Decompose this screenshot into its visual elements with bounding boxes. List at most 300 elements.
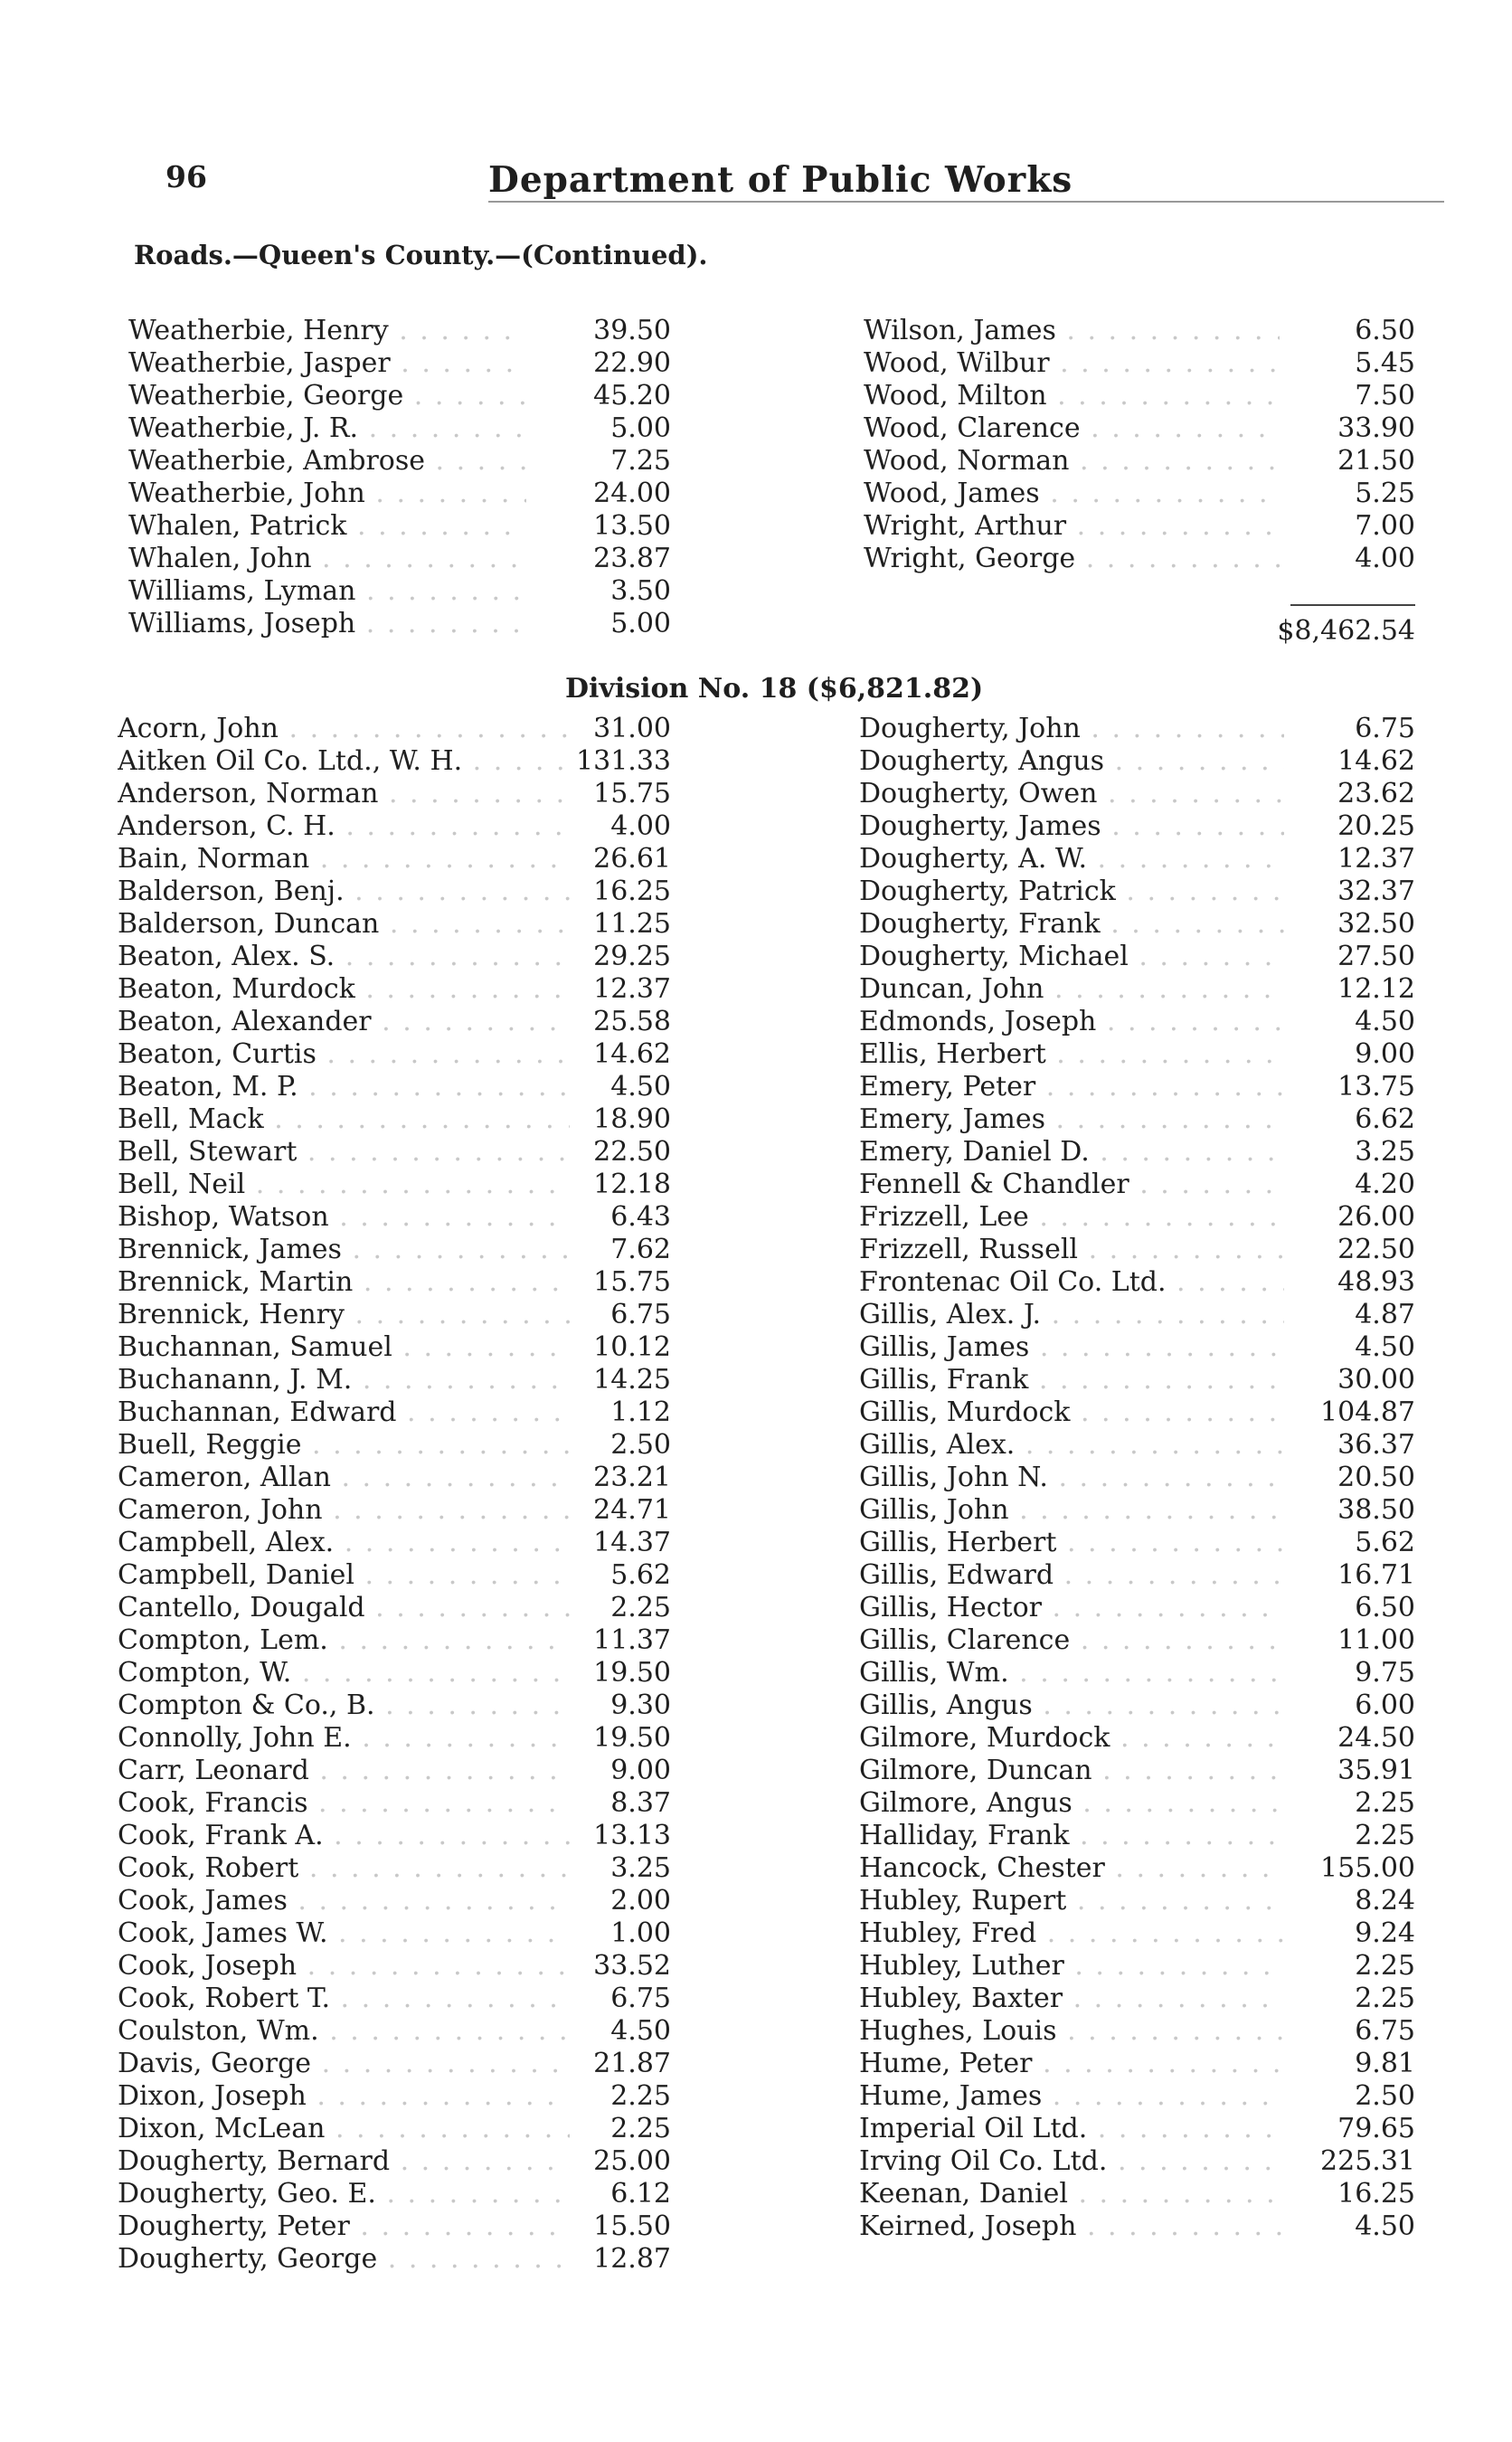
payment-amount: 38.50 — [1332, 1494, 1415, 1527]
payment-amount: 5.00 — [605, 412, 671, 445]
ledger-row — [859, 2048, 1415, 2080]
payee-name: Fennell & Chandler . . . — [859, 1169, 1284, 1201]
ledger-row — [859, 2178, 1415, 2210]
payee-name: Wood, Clarence . . . — [864, 412, 1280, 445]
payment-amount: 15.75 — [588, 1266, 671, 1299]
payment-amount: 4.50 — [1349, 2210, 1415, 2243]
payee-name: Hughes, Louis . . . — [859, 2015, 1284, 2048]
division-heading: Division No. 18 ($6,821.82) — [565, 673, 984, 705]
ledger-row — [859, 1527, 1415, 1559]
payment-amount: 4.00 — [1349, 543, 1415, 575]
payee-name: Compton & Co., B. . . . — [118, 1690, 570, 1722]
payee-name: Wright, Arthur . . . — [864, 510, 1280, 543]
ledger-row — [118, 1657, 671, 1690]
payment-amount: 2.50 — [605, 1429, 671, 1462]
payee-name: Dougherty, Owen . . . — [859, 778, 1284, 810]
payee-name: Whalen, Patrick . . . — [128, 510, 526, 543]
ledger-row — [118, 1494, 671, 1527]
ledger-row — [128, 478, 671, 510]
payee-name: Weatherbie, Henry . . . — [128, 315, 526, 347]
payment-amount: 4.87 — [1349, 1299, 1415, 1331]
payment-amount: 6.75 — [605, 1983, 671, 2015]
payment-amount: 2.00 — [605, 1885, 671, 1917]
payee-name: Cook, Robert T. . . . — [118, 1983, 570, 2015]
payee-name: Gillis, Murdock . . . — [859, 1396, 1284, 1429]
payee-name: Dixon, Joseph . . . — [118, 2080, 570, 2113]
payee-name: Wood, Norman . . . — [864, 445, 1280, 478]
payee-name: Anderson, Norman . . . — [118, 778, 570, 810]
payment-amount: 1.12 — [605, 1396, 671, 1429]
payee-name: Buell, Reggie . . . — [118, 1429, 570, 1462]
payee-name: Gillis, Edward . . . — [859, 1559, 1284, 1592]
payee-name: Brennick, James . . . — [118, 1234, 570, 1266]
running-title: Department of Public Works — [488, 159, 1073, 201]
payment-amount: 22.50 — [588, 1136, 671, 1169]
payment-amount: 15.50 — [588, 2210, 671, 2243]
ledger-row — [859, 1559, 1415, 1592]
payment-amount: 4.50 — [1349, 1006, 1415, 1038]
payment-amount: 4.50 — [605, 1071, 671, 1103]
payment-amount: 21.87 — [588, 2048, 671, 2080]
payee-name: Gillis, Angus . . . — [859, 1690, 1284, 1722]
payee-name: Dougherty, James . . . — [859, 810, 1284, 843]
payee-name: Keirned, Joseph . . . — [859, 2210, 1284, 2243]
page-number: 96 — [165, 159, 207, 194]
payment-amount: 5.45 — [1349, 347, 1415, 380]
payee-name: Brennick, Martin . . . — [118, 1266, 570, 1299]
payee-name: Beaton, Alex. S. . . . — [118, 941, 570, 973]
payee-name: Hubley, Luther . . . — [859, 1950, 1284, 1983]
ledger-row — [128, 412, 671, 445]
payee-name: Cook, Francis . . . — [118, 1787, 570, 1820]
ledger-row — [128, 380, 671, 412]
payment-amount: 7.50 — [1349, 380, 1415, 412]
payee-name: Gillis, Clarence . . . — [859, 1624, 1284, 1657]
payment-amount: 14.62 — [588, 1038, 671, 1071]
payment-amount: 2.25 — [1349, 1820, 1415, 1852]
ledger-row — [864, 510, 1415, 543]
payee-name: Beaton, Alexander . . . — [118, 1006, 570, 1038]
payee-name: Dougherty, A. W. . . . — [859, 843, 1284, 876]
ledger-row — [118, 1462, 671, 1494]
ledger-row — [859, 1364, 1415, 1396]
payee-name: Gilmore, Duncan . . . — [859, 1755, 1284, 1787]
payment-amount: 11.25 — [588, 908, 671, 941]
payment-amount: 14.25 — [588, 1364, 671, 1396]
ledger-row — [118, 1983, 671, 2015]
payment-amount: 131.33 — [571, 745, 671, 778]
ledger-row — [859, 2015, 1415, 2048]
ledger-row — [859, 2210, 1415, 2243]
payment-amount: 8.37 — [605, 1787, 671, 1820]
payment-amount: 12.37 — [1332, 843, 1415, 876]
payment-amount: 3.25 — [605, 1852, 671, 1885]
payee-name: Hume, Peter . . . — [859, 2048, 1284, 2080]
payment-amount: 7.62 — [605, 1234, 671, 1266]
payment-amount: 20.25 — [1332, 810, 1415, 843]
payee-name: Dougherty, Peter . . . — [118, 2210, 570, 2243]
ledger-row — [118, 1917, 671, 1950]
payee-name: Wood, James . . . — [864, 478, 1280, 510]
payment-amount: 24.71 — [588, 1494, 671, 1527]
ledger-row — [859, 1592, 1415, 1624]
payment-amount: 4.50 — [605, 2015, 671, 2048]
right-column — [859, 713, 1415, 2243]
payee-name: Frizzell, Russell . . . — [859, 1234, 1284, 1266]
payee-name: Weatherbie, J. R. . . . — [128, 412, 526, 445]
payment-amount: 13.75 — [1332, 1071, 1415, 1103]
payment-amount: 6.50 — [1349, 315, 1415, 347]
payee-name: Keenan, Daniel . . . — [859, 2178, 1284, 2210]
ledger-row — [118, 1169, 671, 1201]
payment-amount: 2.25 — [1349, 1787, 1415, 1820]
payment-amount: 25.00 — [588, 2145, 671, 2178]
ledger-row — [859, 1136, 1415, 1169]
payment-amount: 10.12 — [588, 1331, 671, 1364]
payee-name: Compton, Lem. . . . — [118, 1624, 570, 1657]
payee-name: Edmonds, Joseph . . . — [859, 1006, 1284, 1038]
payee-name: Dixon, McLean . . . — [118, 2113, 570, 2145]
payee-name: Cook, James . . . — [118, 1885, 570, 1917]
ledger-row — [859, 1201, 1415, 1234]
ledger-row — [864, 445, 1415, 478]
payee-name: Williams, Joseph . . . — [128, 608, 526, 640]
ledger-row — [859, 1787, 1415, 1820]
payee-name: Buchannan, Edward . . . — [118, 1396, 570, 1429]
top-right-column — [864, 315, 1415, 575]
ledger-row — [859, 973, 1415, 1006]
ledger-row — [118, 745, 671, 778]
ledger-row — [118, 1787, 671, 1820]
payee-name: Dougherty, Frank . . . — [859, 908, 1284, 941]
ledger-row — [118, 941, 671, 973]
ledger-row — [118, 843, 671, 876]
payment-amount: 5.62 — [1349, 1527, 1415, 1559]
payment-amount: 25.58 — [588, 1006, 671, 1038]
ledger-row — [118, 908, 671, 941]
payee-name: Cook, Robert . . . — [118, 1852, 570, 1885]
ledger-row — [118, 1201, 671, 1234]
ledger-row — [859, 1396, 1415, 1429]
payee-name: Beaton, Murdock . . . — [118, 973, 570, 1006]
payee-name: Ellis, Herbert . . . — [859, 1038, 1284, 1071]
payee-name: Wood, Wilbur . . . — [864, 347, 1280, 380]
payee-name: Emery, James . . . — [859, 1103, 1284, 1136]
ledger-row — [859, 1950, 1415, 1983]
payee-name: Coulston, Wm. . . . — [118, 2015, 570, 2048]
payee-name: Cook, Frank A. . . . — [118, 1820, 570, 1852]
payment-amount: 6.43 — [605, 1201, 671, 1234]
ledger-row — [118, 1950, 671, 1983]
ledger-row — [118, 1592, 671, 1624]
ledger-row — [128, 543, 671, 575]
payee-name: Cook, Joseph . . . — [118, 1950, 570, 1983]
ledger-row — [118, 713, 671, 745]
payee-name: Gillis, John . . . — [859, 1494, 1284, 1527]
ledger-row — [859, 1429, 1415, 1462]
ledger-row — [118, 1885, 671, 1917]
payment-amount: 26.00 — [1332, 1201, 1415, 1234]
payment-amount: 27.50 — [1332, 941, 1415, 973]
ledger-row — [859, 778, 1415, 810]
ledger-row — [859, 713, 1415, 745]
payee-name: Hume, James . . . — [859, 2080, 1284, 2113]
payee-name: Weatherbie, John . . . — [128, 478, 526, 510]
payee-name: Campbell, Daniel . . . — [118, 1559, 570, 1592]
ledger-row — [859, 1624, 1415, 1657]
payee-name: Dougherty, George . . . — [118, 2243, 570, 2276]
ledger-row — [118, 2015, 671, 2048]
top-left-column — [128, 315, 671, 640]
payee-name: Davis, George . . . — [118, 2048, 570, 2080]
payee-name: Williams, Lyman . . . — [128, 575, 526, 608]
payment-amount: 104.87 — [1315, 1396, 1415, 1429]
payee-name: Imperial Oil Ltd. . . . — [859, 2113, 1284, 2145]
payment-amount: 2.25 — [605, 2113, 671, 2145]
ledger-row — [859, 1885, 1415, 1917]
payment-amount: 9.81 — [1349, 2048, 1415, 2080]
payee-name: Gilmore, Murdock . . . — [859, 1722, 1284, 1755]
payment-amount: 16.71 — [1332, 1559, 1415, 1592]
ledger-row — [859, 1852, 1415, 1885]
payment-amount: 39.50 — [588, 315, 671, 347]
ledger-row — [128, 315, 671, 347]
ledger-row — [864, 478, 1415, 510]
payee-name: Halliday, Frank . . . — [859, 1820, 1284, 1852]
ledger-row — [859, 1983, 1415, 2015]
payee-name: Wilson, James . . . — [864, 315, 1280, 347]
payee-name: Gillis, Alex. J. . . . — [859, 1299, 1284, 1331]
ledger-row — [118, 2210, 671, 2243]
payee-name: Bell, Stewart . . . — [118, 1136, 570, 1169]
payee-name: Frontenac Oil Co. Ltd. . . . — [859, 1266, 1284, 1299]
ledger-row — [859, 810, 1415, 843]
ledger-row — [118, 2080, 671, 2113]
ledger-row — [864, 412, 1415, 445]
payment-amount: 3.25 — [1349, 1136, 1415, 1169]
payment-amount: 12.87 — [588, 2243, 671, 2276]
ledger-row — [859, 1657, 1415, 1690]
payee-name: Hubley, Baxter . . . — [859, 1983, 1284, 2015]
payee-name: Bishop, Watson . . . — [118, 1201, 570, 1234]
payment-amount: 32.50 — [1332, 908, 1415, 941]
ledger-row — [118, 1852, 671, 1885]
payment-amount: 6.75 — [1349, 713, 1415, 745]
payment-amount: 5.62 — [605, 1559, 671, 1592]
ledger-row — [864, 347, 1415, 380]
payment-amount: 11.37 — [588, 1624, 671, 1657]
payee-name: Connolly, John E. . . . — [118, 1722, 570, 1755]
payment-amount: 4.00 — [605, 810, 671, 843]
ledger-row — [118, 2243, 671, 2276]
payment-amount: 7.00 — [1349, 510, 1415, 543]
payee-name: Irving Oil Co. Ltd. . . . — [859, 2145, 1284, 2178]
payee-name: Balderson, Duncan . . . — [118, 908, 570, 941]
payment-amount: 2.25 — [1349, 1983, 1415, 2015]
ledger-row — [859, 1820, 1415, 1852]
payee-name: Whalen, John . . . — [128, 543, 526, 575]
payment-amount: 1.00 — [605, 1917, 671, 1950]
payee-name: Campbell, Alex. . . . — [118, 1527, 570, 1559]
payee-name: Cameron, Allan . . . — [118, 1462, 570, 1494]
ledger-row — [118, 2145, 671, 2178]
payment-amount: 6.50 — [1349, 1592, 1415, 1624]
payment-amount: 9.00 — [605, 1755, 671, 1787]
ledger-row — [128, 575, 671, 608]
payment-amount: 6.00 — [1349, 1690, 1415, 1722]
payment-amount: 36.37 — [1332, 1429, 1415, 1462]
payment-amount: 2.50 — [1349, 2080, 1415, 2113]
payee-name: Dougherty, John . . . — [859, 713, 1284, 745]
payment-amount: 225.31 — [1315, 2145, 1415, 2178]
payment-amount: 26.61 — [588, 843, 671, 876]
payee-name: Gillis, James . . . — [859, 1331, 1284, 1364]
payee-name: Bain, Norman . . . — [118, 843, 570, 876]
payee-name: Dougherty, Angus . . . — [859, 745, 1284, 778]
payee-name: Wright, George . . . — [864, 543, 1280, 575]
ledger-row — [118, 1527, 671, 1559]
header-rule — [488, 201, 1444, 203]
payee-name: Balderson, Benj. . . . — [118, 876, 570, 908]
payment-amount: 23.87 — [588, 543, 671, 575]
payment-amount: 5.00 — [605, 608, 671, 640]
payment-amount: 9.75 — [1349, 1657, 1415, 1690]
payment-amount: 155.00 — [1315, 1852, 1415, 1885]
payee-name: Weatherbie, Jasper . . . — [128, 347, 526, 380]
ledger-row — [859, 1331, 1415, 1364]
ledger-row — [118, 778, 671, 810]
ledger-row — [864, 315, 1415, 347]
ledger-row — [859, 843, 1415, 876]
ledger-row — [128, 445, 671, 478]
ledger-row — [118, 876, 671, 908]
payee-name: Gillis, Wm. . . . — [859, 1657, 1284, 1690]
ledger-row — [118, 1624, 671, 1657]
ledger-row — [859, 941, 1415, 973]
payment-amount: 19.50 — [588, 1657, 671, 1690]
payee-name: Bell, Neil . . . — [118, 1169, 570, 1201]
payee-name: Aitken Oil Co. Ltd., W. H. . . . — [118, 745, 570, 778]
payment-amount: 21.50 — [1332, 445, 1415, 478]
payment-amount: 16.25 — [1332, 2178, 1415, 2210]
payee-name: Dougherty, Patrick . . . — [859, 876, 1284, 908]
payment-amount: 7.25 — [605, 445, 671, 478]
ledger-row — [859, 1917, 1415, 1950]
ledger-row — [859, 1038, 1415, 1071]
ledger-row — [859, 1462, 1415, 1494]
ledger-row — [118, 1690, 671, 1722]
payee-name: Cook, James W. . . . — [118, 1917, 570, 1950]
payment-amount: 30.00 — [1332, 1364, 1415, 1396]
ledger-row — [859, 1006, 1415, 1038]
payment-amount: 2.25 — [605, 1592, 671, 1624]
payee-name: Beaton, Curtis . . . — [118, 1038, 570, 1071]
ledger-row — [859, 1690, 1415, 1722]
payment-amount: 29.25 — [588, 941, 671, 973]
ledger-row — [118, 1331, 671, 1364]
payment-amount: 13.13 — [588, 1820, 671, 1852]
payment-amount: 12.18 — [588, 1169, 671, 1201]
ledger-row — [859, 1299, 1415, 1331]
ledger-row — [118, 1038, 671, 1071]
payee-name: Gilmore, Angus . . . — [859, 1787, 1284, 1820]
payee-name: Gillis, John N. . . . — [859, 1462, 1284, 1494]
payee-name: Cantello, Dougald . . . — [118, 1592, 570, 1624]
payment-amount: 3.50 — [605, 575, 671, 608]
ledger-row — [859, 1266, 1415, 1299]
payment-amount: 33.52 — [588, 1950, 671, 1983]
ledger-row — [864, 543, 1415, 575]
payee-name: Emery, Daniel D. . . . — [859, 1136, 1284, 1169]
section-heading: Roads.—Queen's County.—(Continued). — [134, 240, 708, 270]
ledger-row — [859, 1722, 1415, 1755]
payment-amount: 6.62 — [1349, 1103, 1415, 1136]
ledger-row — [118, 2113, 671, 2145]
payment-amount: 32.37 — [1332, 876, 1415, 908]
payee-name: Emery, Peter . . . — [859, 1071, 1284, 1103]
payment-amount: 12.37 — [588, 973, 671, 1006]
ledger-row — [859, 2145, 1415, 2178]
payment-amount: 14.62 — [1332, 745, 1415, 778]
ledger-row — [118, 1234, 671, 1266]
ledger-row — [118, 1136, 671, 1169]
payee-name: Dougherty, Michael . . . — [859, 941, 1284, 973]
payment-amount: 12.12 — [1332, 973, 1415, 1006]
ledger-row — [118, 2178, 671, 2210]
ledger-row — [118, 1103, 671, 1136]
payee-name: Acorn, John . . . — [118, 713, 570, 745]
payment-amount: 4.20 — [1349, 1169, 1415, 1201]
payment-amount: 11.00 — [1332, 1624, 1415, 1657]
ledger-row — [864, 380, 1415, 412]
ledger-row — [118, 1429, 671, 1462]
payment-amount: 20.50 — [1332, 1462, 1415, 1494]
payee-name: Cameron, John . . . — [118, 1494, 570, 1527]
payment-amount: 8.24 — [1349, 1885, 1415, 1917]
payee-name: Beaton, M. P. . . . — [118, 1071, 570, 1103]
payee-name: Gillis, Alex. . . . — [859, 1429, 1284, 1462]
ledger-row — [118, 1299, 671, 1331]
ledger-row — [128, 347, 671, 380]
payee-name: Brennick, Henry . . . — [118, 1299, 570, 1331]
payment-amount: 45.20 — [588, 380, 671, 412]
left-column — [118, 713, 671, 2276]
ledger-row — [118, 1722, 671, 1755]
total-amount: $8,462.54 — [1277, 615, 1415, 647]
ledger-row — [118, 1396, 671, 1429]
ledger-row — [118, 973, 671, 1006]
payment-amount: 35.91 — [1332, 1755, 1415, 1787]
payment-amount: 23.21 — [588, 1462, 671, 1494]
payment-amount: 5.25 — [1349, 478, 1415, 510]
page-header — [0, 154, 1512, 208]
ledger-row — [859, 1234, 1415, 1266]
payment-amount: 2.25 — [1349, 1950, 1415, 1983]
payment-amount: 2.25 — [605, 2080, 671, 2113]
payment-amount: 33.90 — [1332, 412, 1415, 445]
ledger-row — [859, 1169, 1415, 1201]
payment-amount: 15.75 — [588, 778, 671, 810]
payment-amount: 48.93 — [1332, 1266, 1415, 1299]
ledger-row — [118, 810, 671, 843]
ledger-row — [118, 1364, 671, 1396]
ledger-row — [118, 1755, 671, 1787]
payee-name: Anderson, C. H. . . . — [118, 810, 570, 843]
ledger-row — [859, 908, 1415, 941]
ledger-row — [859, 1755, 1415, 1787]
payment-amount: 14.37 — [588, 1527, 671, 1559]
payee-name: Weatherbie, Ambrose . . . — [128, 445, 526, 478]
